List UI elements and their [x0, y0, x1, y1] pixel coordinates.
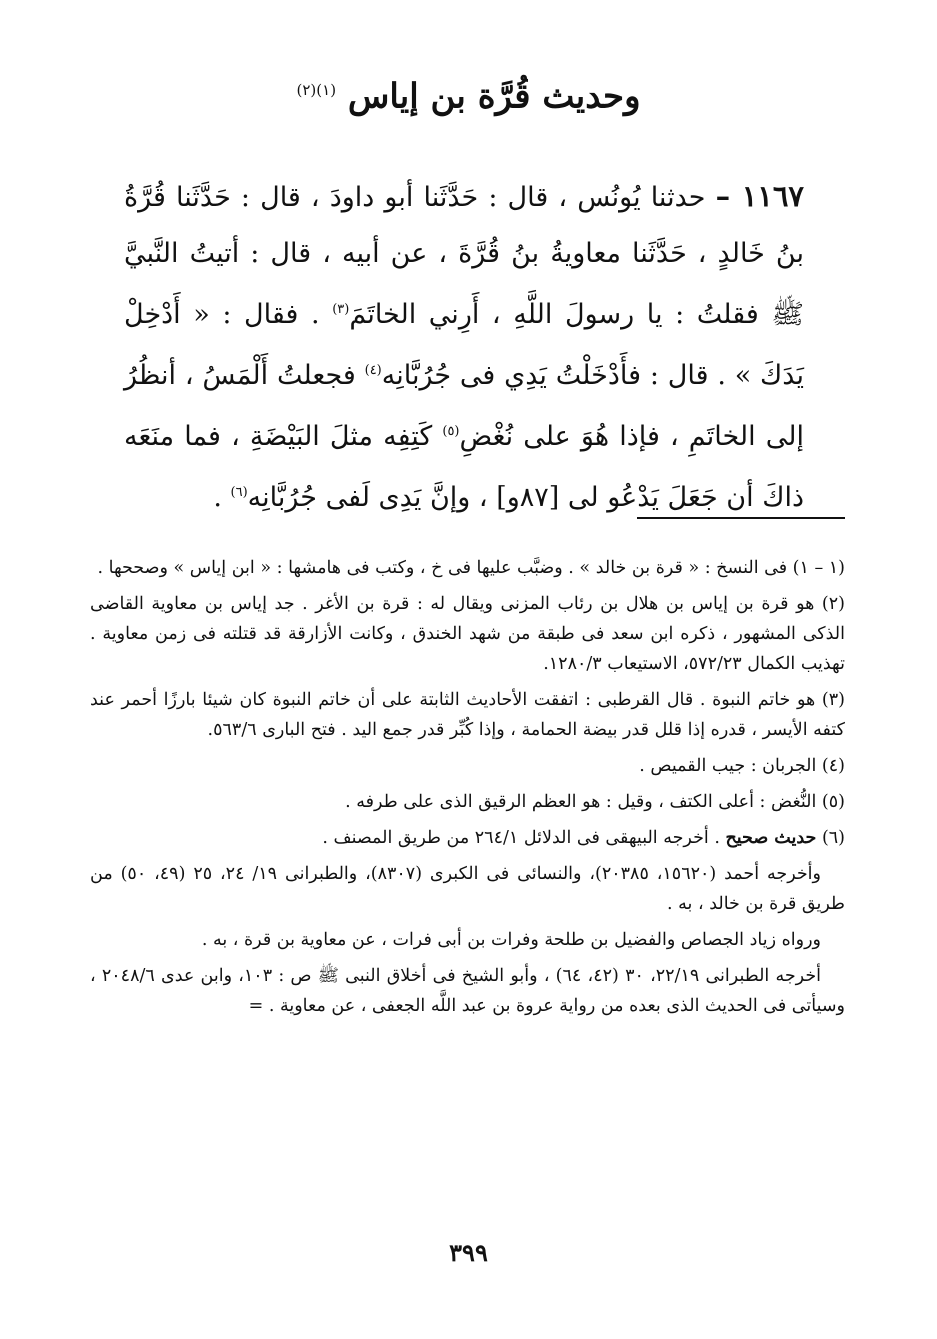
footnote-ref: (٣): [332, 302, 350, 317]
footnote-separator: [637, 517, 845, 519]
hadith-segment: حدثنا يُونُس ، قال : حَدَّثَنا أبو داودَ ، قال : حَدَّثَنا قُرَّةُ بنُ خَالدٍ ، حَدَّثَنا معاويةُ بنُ قُرَّةَ ، عن أبيه ، قال : أتيتُ النَّبيَّ ﷺ فقلتُ : يا رسولَ اللَّهِ ، أَرِني الخاتَمَ: [124, 182, 804, 330]
footnote-5: (٥) النُّغض : أعلى الكتف ، وقيل : هو العظم الرقيق الذى على طرفه .: [345, 792, 845, 812]
footnote-ref: (٦): [230, 485, 248, 500]
hadith-segment: . فقال : « أَدْخِلْ يَدَكَ » . قال : فأَدْخَلْتُ يَدِي فى جُرُبَّانِه: [124, 299, 804, 391]
footnotes: [90, 553, 845, 1027]
hadith-text: [124, 168, 804, 526]
page-number: ٣٩٩: [449, 1238, 488, 1267]
hadith-segment: فجعلتُ أَلْمَسُ ، أنظُرُ إلى الخاتَمِ ، فإذا هُوَ على نُغْضِ: [124, 360, 804, 452]
footnote-6-grade: حديث صحيح: [725, 828, 817, 848]
hadith-segment: كَتِفِه مثلَ البَيْضَةِ ، فما منَعَه ذاكَ أن جَعَلَ يَدْعُو لى [٨٧و] ، وإنَّ يَدِى لَفى جُرُبَّانِه: [124, 421, 804, 513]
footnote-6-paragraph: ورواه زياد الجصاص والفضيل بن طلحة وفرات بن أبى فرات ، عن معاوية بن قرة ، به .: [201, 930, 821, 950]
footnote-ref: (٤): [364, 363, 382, 378]
hadith-number: ١١٦٧ –: [715, 179, 804, 213]
title-text: وحديث قُرَّة بن إياس: [347, 76, 641, 117]
footnote-3: (٣) هو خاتم النبوة . قال القرطبى : اتفقت الأحاديث الثابتة على أن خاتم النبوة كان شيئا بارزًا أحمر عند كتفه الأيسر ، قدره إذا قلل قدر بيضة الحمامة ، وإذا كُبِّر قدر جمع اليد . فتح البارى ٥٦٣/٦.: [90, 690, 845, 740]
footnote-6-marker: (٦): [821, 828, 845, 848]
page-title: [0, 68, 937, 118]
title-footnote-marks: (١)(٢): [296, 81, 337, 99]
footnote-6-paragraph: أخرجه الطبرانى ٢٢/١٩، ٣٠ (٤٢، ٦٤) ، وأبو الشيخ فى أخلاق النبى ﷺ ص : ١٠٣، وابن عدى ٢٠٤٨/٦ ، وسيأتى فى الحديث الذى بعده من رواية عروة بن عبد اللَّه الجعفى ، عن معاوية . =: [90, 966, 845, 1016]
footnote-1: (١ – ١) فى النسخ : « قرة بن خالد » . وضبَّب عليها فى خ ، وكتب فى هامشها : « ابن إياس » وصححها .: [97, 558, 845, 578]
footnote-6-paragraph: وأخرجه أحمد (١٥٦٢٠، ٢٠٣٨٥)، والنسائى فى الكبرى (٨٣٠٧)، والطبرانى ١٩/ ٢٤، ٢٥ (٤٩، ٥٠) من طريق قرة بن خالد ، به .: [90, 864, 845, 914]
footnote-4: (٤) الجربان : جيب القميص .: [639, 756, 845, 776]
footnote-6: [90, 823, 845, 853]
footnote-2: (٢) هو قرة بن إياس بن هلال بن رئاب المزنى ويقال له : قرة بن الأغر . جد إياس بن معاوية القاضى الذكى المشهور ، ذكره ابن سعد فى طبقة من شهد الخندق ، وكانت الأزارقة قد قتلته فى زمن معاوية . تهذيب الكمال ٥٧٢/٢٣، الاستيعاب ١٢٨٠/٣.: [90, 594, 845, 674]
footnote-ref: (٥): [442, 424, 460, 439]
hadith-segment: .: [213, 482, 222, 513]
footnote-6-text: . أخرجه البيهقى فى الدلائل ٢٦٤/١ من طريق المصنف .: [322, 828, 720, 848]
